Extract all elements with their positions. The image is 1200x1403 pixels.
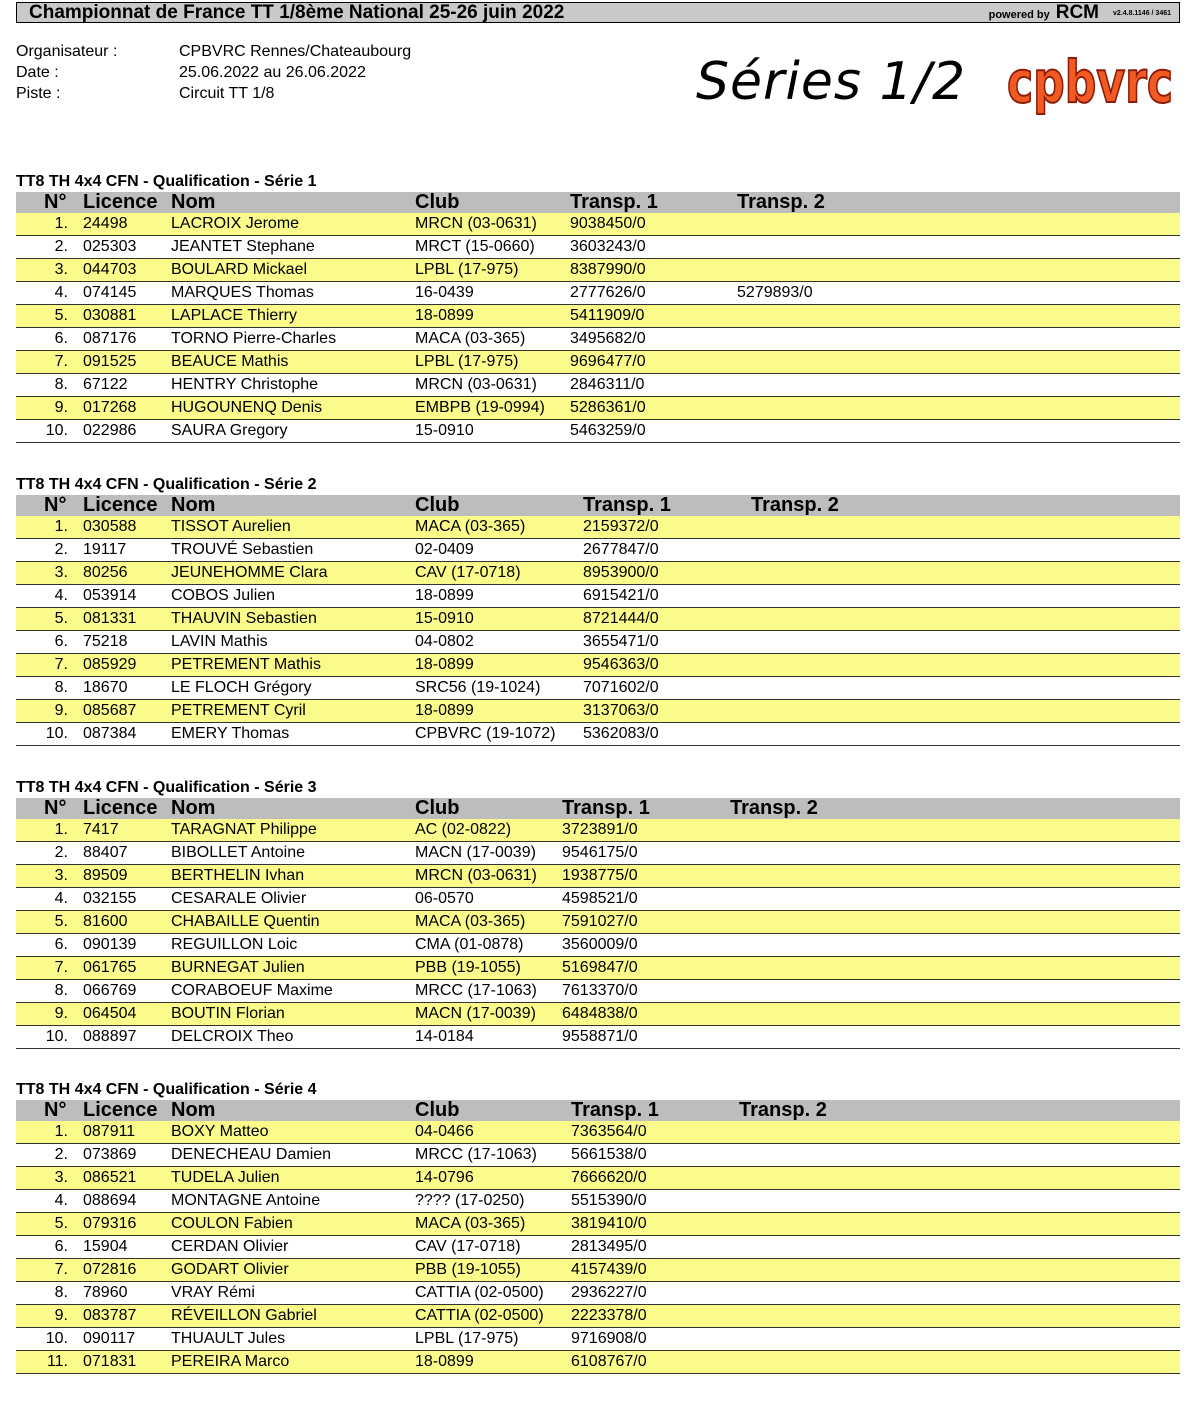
table-row	[16, 420, 1180, 443]
cell-nom: LAPLACE Thierry	[171, 307, 297, 324]
table-row	[16, 631, 1180, 654]
cell-transp1: 9558871/0	[562, 1028, 638, 1045]
cell-transp1: 2936227/0	[571, 1284, 647, 1301]
cell-club: EMBPB (19-0994)	[415, 399, 545, 416]
cell-nom: CORABOEUF Maxime	[171, 982, 333, 999]
cell-licence: 19117	[83, 541, 127, 558]
cell-no: 4.	[54, 284, 68, 301]
cell-licence: 80256	[83, 564, 128, 581]
piste-label: Piste :	[16, 85, 61, 102]
series-title: TT8 TH 4x4 CFN - Qualification - Série 2	[16, 476, 317, 493]
cell-nom: REGUILLON Loic	[171, 936, 298, 953]
cell-no: 2.	[54, 1146, 68, 1163]
cell-club: 15-0910	[415, 610, 474, 627]
cell-club: 14-0796	[415, 1169, 474, 1186]
cell-nom: BEAUCE Mathis	[171, 353, 289, 370]
cell-licence: 017268	[83, 399, 137, 416]
cell-transp1: 5661538/0	[571, 1146, 647, 1163]
table-header	[16, 798, 1180, 819]
cell-nom: TUDELA Julien	[171, 1169, 280, 1186]
cell-transp1: 5463259/0	[570, 422, 646, 439]
cell-no: 7.	[54, 353, 68, 370]
table-row	[16, 842, 1180, 865]
cell-club: MRCC (17-1063)	[415, 1146, 537, 1163]
cell-nom: THAUVIN Sebastien	[171, 610, 317, 627]
cell-licence: 88407	[83, 844, 128, 861]
cell-no: 8.	[54, 376, 68, 393]
cell-transp1: 3723891/0	[562, 821, 638, 838]
cell-licence: 67122	[83, 376, 128, 393]
cell-no: 6.	[54, 633, 68, 650]
cell-licence: 044703	[83, 261, 137, 278]
cell-club: CAV (17-0718)	[415, 1238, 521, 1255]
table-row	[16, 1351, 1180, 1374]
cell-transp1: 8721444/0	[583, 610, 659, 627]
table-row	[16, 1190, 1180, 1213]
cell-club: CMA (01-0878)	[415, 936, 524, 953]
cell-nom: BURNEGAT Julien	[171, 959, 305, 976]
cell-licence: 030588	[83, 518, 137, 535]
col-nom-header: Nom	[171, 191, 216, 213]
col-transp2-header: Transp. 2	[730, 797, 818, 819]
cell-transp1: 9546175/0	[562, 844, 638, 861]
table-row	[16, 1144, 1180, 1167]
col-transp1-header: Transp. 1	[571, 1099, 659, 1121]
col-licence-header: Licence	[83, 797, 158, 819]
cell-nom: TORNO Pierre-Charles	[171, 330, 337, 347]
table-row	[16, 1328, 1180, 1351]
cell-transp1: 2159372/0	[583, 518, 659, 535]
table-row	[16, 1026, 1180, 1049]
table-row	[16, 282, 1180, 305]
cell-transp1: 9716908/0	[571, 1330, 647, 1347]
cell-no: 6.	[54, 936, 68, 953]
cell-nom: MARQUES Thomas	[171, 284, 314, 301]
col-nom-header: Nom	[171, 797, 216, 819]
table-row	[16, 374, 1180, 397]
piste-value: Circuit TT 1/8	[179, 85, 275, 102]
table-row	[16, 865, 1180, 888]
cell-no: 11.	[46, 1353, 68, 1370]
cell-transp1: 5411909/0	[570, 307, 645, 324]
event-title: Championnat de France TT 1/8ème National 25-26 juin 2022	[29, 2, 565, 23]
cell-no: 1.	[54, 215, 68, 232]
cell-no: 7.	[54, 959, 68, 976]
cell-transp1: 6484838/0	[562, 1005, 638, 1022]
cell-no: 5.	[54, 610, 68, 627]
cell-club: CPBVRC (19-1072)	[415, 725, 556, 742]
cell-nom: TISSOT Aurelien	[171, 518, 291, 535]
cell-club: MRCN (03-0631)	[415, 215, 537, 232]
cell-club: MACA (03-365)	[415, 518, 526, 535]
cell-licence: 079316	[83, 1215, 137, 1232]
title-bar	[16, 2, 1180, 23]
cell-no: 3.	[54, 867, 68, 884]
cell-club: PBB (19-1055)	[415, 1261, 521, 1278]
col-club-header: Club	[415, 191, 460, 213]
cell-licence: 072816	[83, 1261, 137, 1278]
cell-nom: LE FLOCH Grégory	[171, 679, 312, 696]
cell-no: 10.	[45, 725, 68, 742]
logo-text: cpbvrc	[1007, 48, 1173, 116]
table-row	[16, 911, 1180, 934]
cell-club: SRC56 (19-1024)	[415, 679, 541, 696]
cell-licence: 086521	[83, 1169, 137, 1186]
organisateur-value: CPBVRC Rennes/Chateaubourg	[179, 43, 412, 60]
cell-transp1: 3560009/0	[562, 936, 638, 953]
cell-club: MACN (17-0039)	[415, 1005, 536, 1022]
organisateur-label: Organisateur :	[16, 43, 118, 60]
cell-no: 6.	[54, 330, 68, 347]
series-title: TT8 TH 4x4 CFN - Qualification - Série 3	[16, 779, 317, 796]
cell-transp1: 6108767/0	[571, 1353, 647, 1370]
table-row	[16, 516, 1180, 539]
cell-licence: 24498	[83, 215, 128, 232]
cell-transp1: 5362083/0	[583, 725, 659, 742]
cell-licence: 032155	[83, 890, 137, 907]
cell-licence: 064504	[83, 1005, 137, 1022]
cell-no: 8.	[54, 1284, 68, 1301]
cell-licence: 088694	[83, 1192, 137, 1209]
cell-licence: 78960	[83, 1284, 128, 1301]
cell-licence: 074145	[83, 284, 137, 301]
cell-no: 7.	[54, 1261, 68, 1278]
cell-licence: 15904	[83, 1238, 128, 1255]
cell-club: LPBL (17-975)	[415, 353, 519, 370]
table-row	[16, 608, 1180, 631]
cell-nom: PEREIRA Marco	[171, 1353, 290, 1370]
cell-licence: 030881	[83, 307, 137, 324]
table-row	[16, 1121, 1180, 1144]
cell-transp1: 5515390/0	[571, 1192, 647, 1209]
cell-licence: 085929	[83, 656, 137, 673]
cell-licence: 081331	[83, 610, 137, 627]
cell-club: MRCT (15-0660)	[415, 238, 535, 255]
cell-nom: JEANTET Stephane	[171, 238, 315, 255]
col-nom-header: Nom	[171, 1099, 216, 1121]
cell-no: 4.	[54, 1192, 68, 1209]
cell-licence: 087176	[83, 330, 137, 347]
col-no-header: N°	[44, 191, 67, 213]
cell-transp1: 7071602/0	[583, 679, 659, 696]
table-header	[16, 192, 1180, 213]
cell-licence: 061765	[83, 959, 137, 976]
cell-licence: 087911	[83, 1123, 136, 1140]
series-section	[16, 1081, 1180, 1374]
cell-nom: PETREMENT Cyril	[171, 702, 306, 719]
cell-licence: 7417	[83, 821, 119, 838]
table-header	[16, 1100, 1180, 1121]
cell-club: LPBL (17-975)	[415, 261, 519, 278]
table-row	[16, 888, 1180, 911]
cell-no: 9.	[54, 1005, 68, 1022]
cell-club: 16-0439	[415, 284, 474, 301]
cell-transp1: 4157439/0	[571, 1261, 647, 1278]
cell-no: 3.	[54, 261, 68, 278]
cell-club: 18-0899	[415, 1353, 474, 1370]
cell-club: AC (02-0822)	[415, 821, 512, 838]
col-licence-header: Licence	[83, 191, 158, 213]
cell-club: 06-0570	[415, 890, 474, 907]
cell-licence: 022986	[83, 422, 137, 439]
cell-club: MRCN (03-0631)	[415, 867, 537, 884]
cell-club: LPBL (17-975)	[415, 1330, 519, 1347]
cell-licence: 088897	[83, 1028, 137, 1045]
cell-nom: TROUVÉ Sebastien	[171, 541, 314, 558]
cell-club: MRCN (03-0631)	[415, 376, 537, 393]
cell-nom: CHABAILLE Quentin	[171, 913, 320, 930]
cell-nom: CERDAN Olivier	[171, 1238, 289, 1255]
cell-nom: COBOS Julien	[171, 587, 276, 604]
cell-club: 04-0802	[415, 633, 474, 650]
cell-no: 4.	[54, 587, 68, 604]
cell-club: CAV (17-0718)	[415, 564, 521, 581]
cell-transp1: 2813495/0	[571, 1238, 647, 1255]
table-row	[16, 819, 1180, 842]
col-club-header: Club	[415, 494, 460, 516]
cell-licence: 087384	[83, 725, 137, 742]
cell-nom: CESARALE Olivier	[171, 890, 307, 907]
cell-transp1: 4598521/0	[562, 890, 638, 907]
cell-licence: 81600	[83, 913, 128, 930]
cell-nom: JEUNEHOMME Clara	[171, 564, 328, 581]
cell-nom: SAURA Gregory	[171, 422, 288, 439]
table-row	[16, 677, 1180, 700]
cell-licence: 053914	[83, 587, 137, 604]
col-transp2-header: Transp. 2	[737, 191, 825, 213]
table-row	[16, 562, 1180, 585]
table-row	[16, 957, 1180, 980]
cell-no: 2.	[54, 844, 68, 861]
date-label: Date :	[16, 64, 59, 81]
cell-no: 9.	[54, 399, 68, 416]
cell-no: 3.	[54, 564, 68, 581]
cell-club: 18-0899	[415, 656, 474, 673]
table-header	[16, 495, 1180, 516]
cell-no: 9.	[54, 702, 68, 719]
cell-club: 14-0184	[415, 1028, 474, 1045]
page-title: Séries 1/2	[696, 52, 967, 112]
cell-no: 1.	[54, 821, 68, 838]
cell-transp1: 2846311/0	[570, 376, 645, 393]
col-licence-header: Licence	[83, 1099, 158, 1121]
cell-no: 10.	[45, 1330, 68, 1347]
cell-club: CATTIA (02-0500)	[415, 1307, 544, 1324]
cell-club: MACA (03-365)	[415, 1215, 526, 1232]
cell-licence: 75218	[83, 633, 128, 650]
table-row	[16, 328, 1180, 351]
cell-no: 7.	[54, 656, 68, 673]
cell-transp1: 3495682/0	[570, 330, 646, 347]
cell-transp1: 1938775/0	[562, 867, 638, 884]
cell-transp1: 2677847/0	[583, 541, 659, 558]
col-club-header: Club	[415, 1099, 460, 1121]
table-row	[16, 397, 1180, 420]
col-no-header: N°	[44, 494, 67, 516]
col-transp1-header: Transp. 1	[570, 191, 658, 213]
col-licence-header: Licence	[83, 494, 158, 516]
cell-no: 2.	[54, 238, 68, 255]
cell-transp1: 3137063/0	[583, 702, 659, 719]
cell-licence: 071831	[83, 1353, 137, 1370]
cell-club: 04-0466	[415, 1123, 474, 1140]
cell-no: 3.	[54, 1169, 68, 1186]
table-row	[16, 980, 1180, 1003]
col-transp1-header: Transp. 1	[583, 494, 671, 516]
cell-transp1: 5286361/0	[570, 399, 646, 416]
cell-licence: 025303	[83, 238, 137, 255]
cell-club: 15-0910	[415, 422, 474, 439]
cell-transp2: 5279893/0	[737, 284, 813, 301]
table-row	[16, 654, 1180, 677]
cell-nom: BOULARD Mickael	[171, 261, 308, 278]
table-row	[16, 305, 1180, 328]
cell-no: 8.	[54, 679, 68, 696]
cell-club: 18-0899	[415, 587, 474, 604]
cell-club: MACA (03-365)	[415, 330, 526, 347]
series-section	[16, 476, 1180, 746]
col-club-header: Club	[415, 797, 460, 819]
table-row	[16, 700, 1180, 723]
cell-licence: 89509	[83, 867, 128, 884]
cell-no: 4.	[54, 890, 68, 907]
col-transp1-header: Transp. 1	[562, 797, 650, 819]
cpbvrc-logo	[1004, 44, 1176, 120]
cell-club: ???? (17-0250)	[415, 1192, 525, 1209]
date-value: 25.06.2022 au 26.06.2022	[179, 64, 366, 81]
cell-club: 02-0409	[415, 541, 474, 558]
cell-transp1: 8953900/0	[583, 564, 659, 581]
version-label: v2.4.8.1146 / 3461	[1113, 10, 1171, 17]
table-row	[16, 1167, 1180, 1190]
table-row	[16, 539, 1180, 562]
cell-nom: HENTRY Christophe	[171, 376, 319, 393]
cell-licence: 091525	[83, 353, 137, 370]
cell-transp1: 9696477/0	[570, 353, 646, 370]
series-section	[16, 173, 1180, 443]
cell-transp1: 9038450/0	[570, 215, 646, 232]
cell-no: 6.	[54, 1238, 68, 1255]
cell-no: 5.	[54, 1215, 68, 1232]
table-row	[16, 259, 1180, 282]
cell-transp1: 8387990/0	[570, 261, 646, 278]
table-row	[16, 236, 1180, 259]
cell-club: PBB (19-1055)	[415, 959, 521, 976]
cell-licence: 066769	[83, 982, 137, 999]
cell-licence: 090139	[83, 936, 137, 953]
cell-transp1: 3603243/0	[570, 238, 646, 255]
cell-no: 9.	[54, 1307, 68, 1324]
powered-by-text: powered by	[988, 9, 1050, 21]
cell-transp1: 5169847/0	[562, 959, 638, 976]
cell-nom: MONTAGNE Antoine	[171, 1192, 321, 1209]
cell-no: 10.	[45, 422, 68, 439]
series-title: TT8 TH 4x4 CFN - Qualification - Série 1	[16, 173, 317, 190]
cell-nom: DENECHEAU Damien	[171, 1146, 332, 1163]
table-row	[16, 1282, 1180, 1305]
cell-transp1: 7613370/0	[562, 982, 638, 999]
cell-no: 8.	[54, 982, 68, 999]
table-row	[16, 1003, 1180, 1026]
cell-transp1: 3819410/0	[571, 1215, 647, 1232]
table-row	[16, 585, 1180, 608]
cell-nom: HUGOUNENQ Denis	[171, 399, 323, 416]
cell-nom: BIBOLLET Antoine	[171, 844, 306, 861]
table-row	[16, 1259, 1180, 1282]
cell-transp1: 7591027/0	[562, 913, 638, 930]
cell-licence: 090117	[83, 1330, 136, 1347]
table-row	[16, 1305, 1180, 1328]
cell-club: MACA (03-365)	[415, 913, 526, 930]
series-title: TT8 TH 4x4 CFN - Qualification - Série 4	[16, 1081, 317, 1098]
cell-nom: LACROIX Jerome	[171, 215, 300, 232]
powered-by	[989, 3, 1099, 25]
cell-nom: THUAULT Jules	[171, 1330, 286, 1347]
col-transp2-header: Transp. 2	[751, 494, 839, 516]
cell-nom: PETREMENT Mathis	[171, 656, 321, 673]
cell-club: MACN (17-0039)	[415, 844, 536, 861]
cell-transp1: 6915421/0	[583, 587, 659, 604]
cell-nom: BOUTIN Florian	[171, 1005, 285, 1022]
cell-no: 10.	[45, 1028, 68, 1045]
cell-nom: GODART Olivier	[171, 1261, 289, 1278]
cell-no: 5.	[54, 913, 68, 930]
cell-transp1: 2223378/0	[571, 1307, 647, 1324]
cell-nom: DELCROIX Theo	[171, 1028, 294, 1045]
table-row	[16, 723, 1180, 746]
table-row	[16, 213, 1180, 236]
cell-club: MRCC (17-1063)	[415, 982, 537, 999]
cell-nom: COULON Fabien	[171, 1215, 293, 1232]
cell-nom: LAVIN Mathis	[171, 633, 268, 650]
cell-no: 5.	[54, 307, 68, 324]
cell-licence: 085687	[83, 702, 137, 719]
col-nom-header: Nom	[171, 494, 216, 516]
cell-nom: VRAY Rémi	[171, 1284, 255, 1301]
cell-nom: TARAGNAT Philippe	[171, 821, 317, 838]
series-section	[16, 779, 1180, 1049]
cell-transp1: 3655471/0	[583, 633, 659, 650]
cell-transp1: 9546363/0	[583, 656, 659, 673]
cell-licence: 18670	[83, 679, 128, 696]
cell-nom: EMERY Thomas	[171, 725, 290, 742]
brand-name: RCM	[1055, 2, 1099, 23]
cell-nom: BOXY Matteo	[171, 1123, 269, 1140]
cell-licence: 083787	[83, 1307, 137, 1324]
cell-transp1: 2777626/0	[570, 284, 646, 301]
cell-transp1: 7363564/0	[571, 1123, 647, 1140]
table-row	[16, 351, 1180, 374]
table-row	[16, 1236, 1180, 1259]
table-row	[16, 1213, 1180, 1236]
table-row	[16, 934, 1180, 957]
cell-club: 18-0899	[415, 702, 474, 719]
cell-licence: 073869	[83, 1146, 137, 1163]
col-transp2-header: Transp. 2	[739, 1099, 827, 1121]
cell-nom: BERTHELIN Ivhan	[171, 867, 305, 884]
col-no-header: N°	[44, 1099, 67, 1121]
cell-nom: RÉVEILLON Gabriel	[171, 1307, 317, 1324]
cell-transp1: 7666620/0	[571, 1169, 647, 1186]
cell-club: CATTIA (02-0500)	[415, 1284, 544, 1301]
cell-no: 2.	[54, 541, 68, 558]
cell-club: 18-0899	[415, 307, 474, 324]
col-no-header: N°	[44, 797, 67, 819]
cell-no: 1.	[54, 518, 68, 535]
cell-no: 1.	[54, 1123, 68, 1140]
